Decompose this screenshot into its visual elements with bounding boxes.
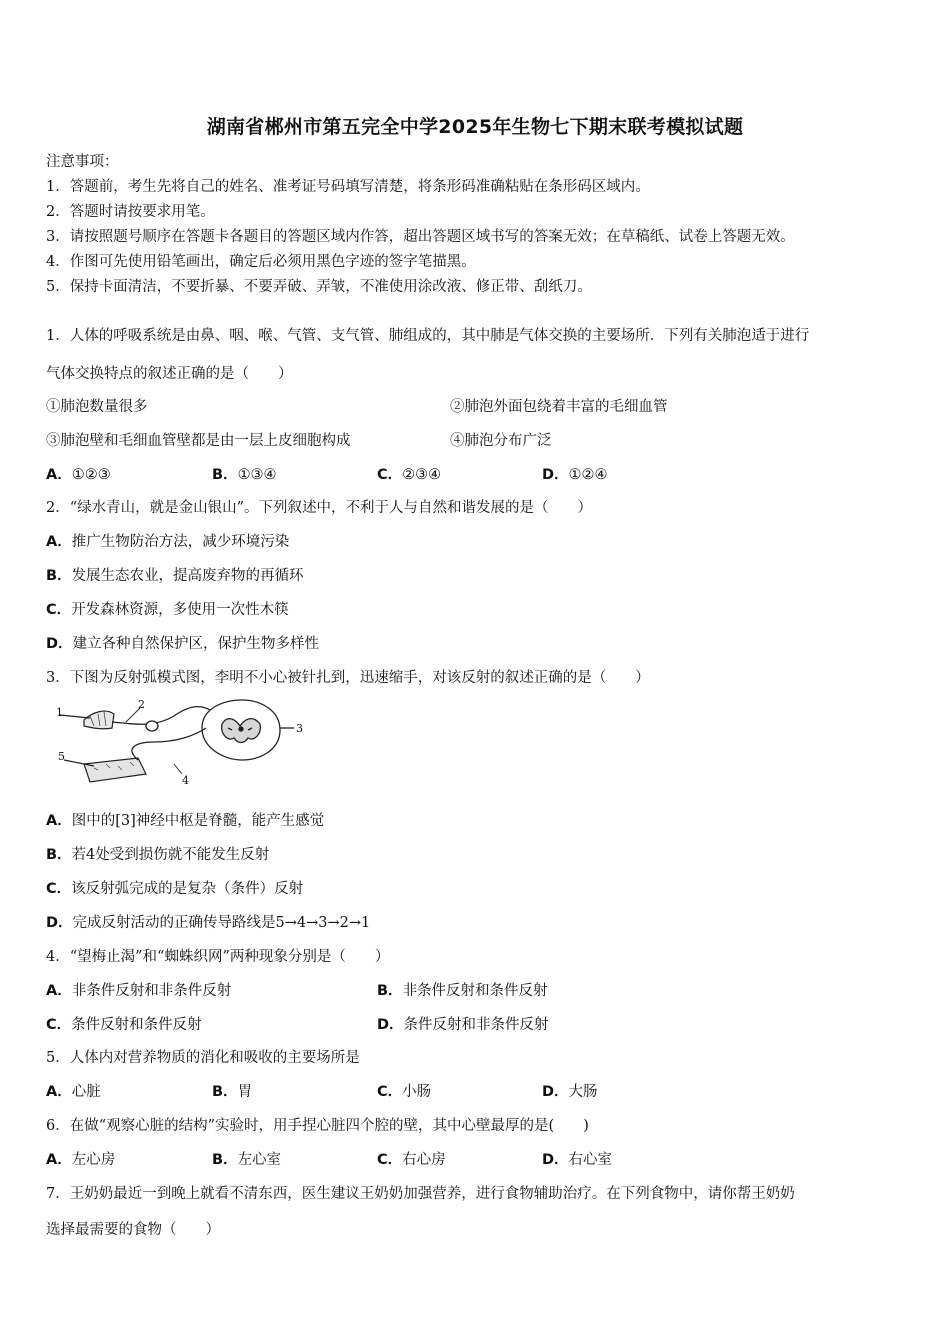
- option-text: 心脏: [71, 1084, 101, 1100]
- notice-item-2: 2．答题时请按要求用笔。: [46, 204, 215, 220]
- q1-option-c: [377, 465, 441, 485]
- option-text: 右心室: [568, 1152, 613, 1168]
- diagram-label-4: 4: [182, 774, 189, 787]
- option-letter: C．: [46, 881, 72, 897]
- option-text: 推广生物防治方法，减少环境污染: [71, 534, 290, 550]
- reflex-arc-diagram: [54, 698, 306, 788]
- option-text: 开发森林资源，多使用一次性木筷: [71, 602, 289, 618]
- option-text: 非条件反射和条件反射: [402, 983, 548, 999]
- option-text: ①②④: [568, 467, 608, 483]
- option-text: 发展生态农业，提高废弃物的再循环: [71, 568, 304, 584]
- notice-heading: 注意事项：: [46, 154, 119, 170]
- option-letter: C．: [377, 1152, 403, 1168]
- spinal-cord-drawing: [202, 700, 294, 760]
- option-text: 建立各种自然保护区，保护生物多样性: [72, 636, 320, 652]
- q1-statement-2: ②肺泡外面包绕着丰富的毛细血管: [450, 399, 668, 415]
- q2-option-d: [46, 634, 319, 654]
- q1-option-b: [212, 465, 277, 485]
- finger-receptor-drawing: [60, 711, 114, 729]
- q3-option-a: [46, 811, 324, 831]
- q7-stem-line1: 7．王奶奶最近一到晚上就看不清东西，医生建议王奶奶加强营养，进行食物辅助治疗。在下列食物中，请你帮王奶奶: [46, 1186, 795, 1202]
- q4-option-b: [377, 981, 548, 1001]
- option-letter: B．: [46, 568, 72, 584]
- option-text: 完成反射活动的正确传导路线是5→4→3→2→1: [72, 915, 371, 931]
- option-letter: B．: [46, 847, 72, 863]
- q5-option-d: [542, 1082, 598, 1102]
- option-letter: D．: [46, 636, 73, 652]
- option-letter: D．: [46, 915, 73, 931]
- option-text: 非条件反射和非条件反射: [71, 983, 232, 999]
- q6-option-c: [377, 1150, 446, 1170]
- q7-stem-line2: 选择最需要的食物（ ）: [46, 1222, 220, 1238]
- q1-statement-3: ③肺泡壁和毛细血管壁都是由一层上皮细胞构成: [46, 433, 351, 449]
- option-text: 若4处受到损伤就不能发生反射: [71, 847, 270, 863]
- q6-option-d: [542, 1150, 612, 1170]
- q1-option-a: [46, 465, 111, 485]
- q2-option-c: [46, 600, 289, 620]
- q5-option-b: [212, 1082, 252, 1102]
- notice-item-5: 5．保持卡面清洁，不要折暴、不要弄破、弄皱，不准使用涂改液、修正带、刮纸刀。: [46, 279, 592, 295]
- option-letter: A．: [46, 983, 72, 999]
- option-text: 图中的[3]神经中枢是脊髓，能产生感觉: [71, 813, 325, 829]
- option-text: 条件反射和非条件反射: [403, 1017, 549, 1033]
- q1-statement-4: ④肺泡分布广泛: [450, 433, 552, 449]
- option-letter: C．: [377, 1084, 403, 1100]
- notice-item-3: 3．请按照题号顺序在答题卡各题目的答题区域内作答，超出答题区域书写的答案无效；在草稿纸、试卷上答题无效。: [46, 229, 795, 245]
- q2-option-b: [46, 566, 304, 586]
- q1-option-d: [542, 465, 608, 485]
- q6-option-a: [46, 1150, 115, 1170]
- notice-item-1: 1．答题前，考生先将自己的姓名、准考证号码填写清楚，将条形码准确粘贴在条形码区域内。: [46, 179, 650, 195]
- option-letter: D．: [542, 1152, 569, 1168]
- option-text: 条件反射和条件反射: [71, 1017, 202, 1033]
- option-letter: A．: [46, 1084, 72, 1100]
- option-text: 该反射弧完成的是复杂（条件）反射: [71, 881, 304, 897]
- option-letter: C．: [377, 467, 403, 483]
- diagram-label-5: 5: [58, 750, 65, 763]
- q4-option-c: [46, 1015, 202, 1035]
- option-text: ①②③: [71, 467, 111, 483]
- option-letter: A．: [46, 1152, 72, 1168]
- option-letter: B．: [212, 1084, 238, 1100]
- option-text: 胃: [237, 1084, 253, 1100]
- option-text: ①③④: [237, 467, 277, 483]
- option-letter: A．: [46, 467, 72, 483]
- page-title: 湖南省郴州市第五完全中学2025年生物七下期末联考模拟试题: [206, 116, 744, 138]
- option-letter: B．: [377, 983, 403, 999]
- option-text: 右心房: [402, 1152, 446, 1168]
- q1-statement-1: ①肺泡数量很多: [46, 399, 148, 415]
- q4-option-d: [377, 1015, 549, 1035]
- q1-stem-line1: 1．人体的呼吸系统是由鼻、咽、喉、气管、支气管、肺组成的，其中肺是气体交换的主要场所．下列有关肺泡适于进行: [46, 328, 810, 344]
- q5-option-c: [377, 1082, 431, 1102]
- option-text: 小肠: [402, 1084, 432, 1100]
- q2-stem: 2．“绿水青山，就是金山银山”。下列叙述中，不利于人与自然和谐发展的是（ ）: [46, 500, 593, 516]
- q2-option-a: [46, 532, 289, 552]
- nerve-fibres: [112, 707, 210, 760]
- q3-option-b: [46, 845, 269, 865]
- notice-item-4: 4．作图可先使用铅笔画出，确定后必须用黑色字迹的签字笔描黑。: [46, 254, 476, 270]
- diagram-label-1: 1: [56, 706, 63, 719]
- option-letter: C．: [46, 602, 72, 618]
- q4-stem: 4．“望梅止渴”和“蜘蛛织网”两种现象分别是（ ）: [46, 949, 390, 965]
- option-letter: B．: [212, 1152, 238, 1168]
- option-letter: B．: [212, 467, 238, 483]
- q5-option-a: [46, 1082, 101, 1102]
- q3-option-c: [46, 879, 303, 899]
- q6-option-b: [212, 1150, 281, 1170]
- q1-stem-line2: 气体交换特点的叙述正确的是（ ）: [46, 366, 293, 382]
- q3-option-d: [46, 913, 370, 933]
- option-letter: A．: [46, 813, 72, 829]
- option-letter: D．: [542, 1084, 569, 1100]
- q3-stem: 3．下图为反射弧模式图，李明不小心被针扎到，迅速缩手，对该反射的叙述正确的是（ ）: [46, 670, 650, 686]
- q4-option-a: [46, 981, 231, 1001]
- option-text: 大肠: [568, 1084, 598, 1100]
- q6-stem: 6．在做“观察心脏的结构”实验时，用手捏心脏四个腔的壁，其中心壁最厚的是( ): [46, 1118, 589, 1134]
- q5-stem: 5．人体内对营养物质的消化和吸收的主要场所是: [46, 1050, 360, 1066]
- diagram-label-3: 3: [296, 722, 303, 735]
- option-letter: D．: [377, 1017, 404, 1033]
- option-text: 左心房: [71, 1152, 116, 1168]
- option-letter: A．: [46, 534, 72, 550]
- muscle-effector-drawing: [64, 758, 146, 782]
- option-letter: D．: [542, 467, 569, 483]
- option-text: ②③④: [402, 467, 442, 483]
- option-letter: C．: [46, 1017, 72, 1033]
- option-text: 左心室: [237, 1152, 282, 1168]
- diagram-label-2: 2: [138, 698, 145, 711]
